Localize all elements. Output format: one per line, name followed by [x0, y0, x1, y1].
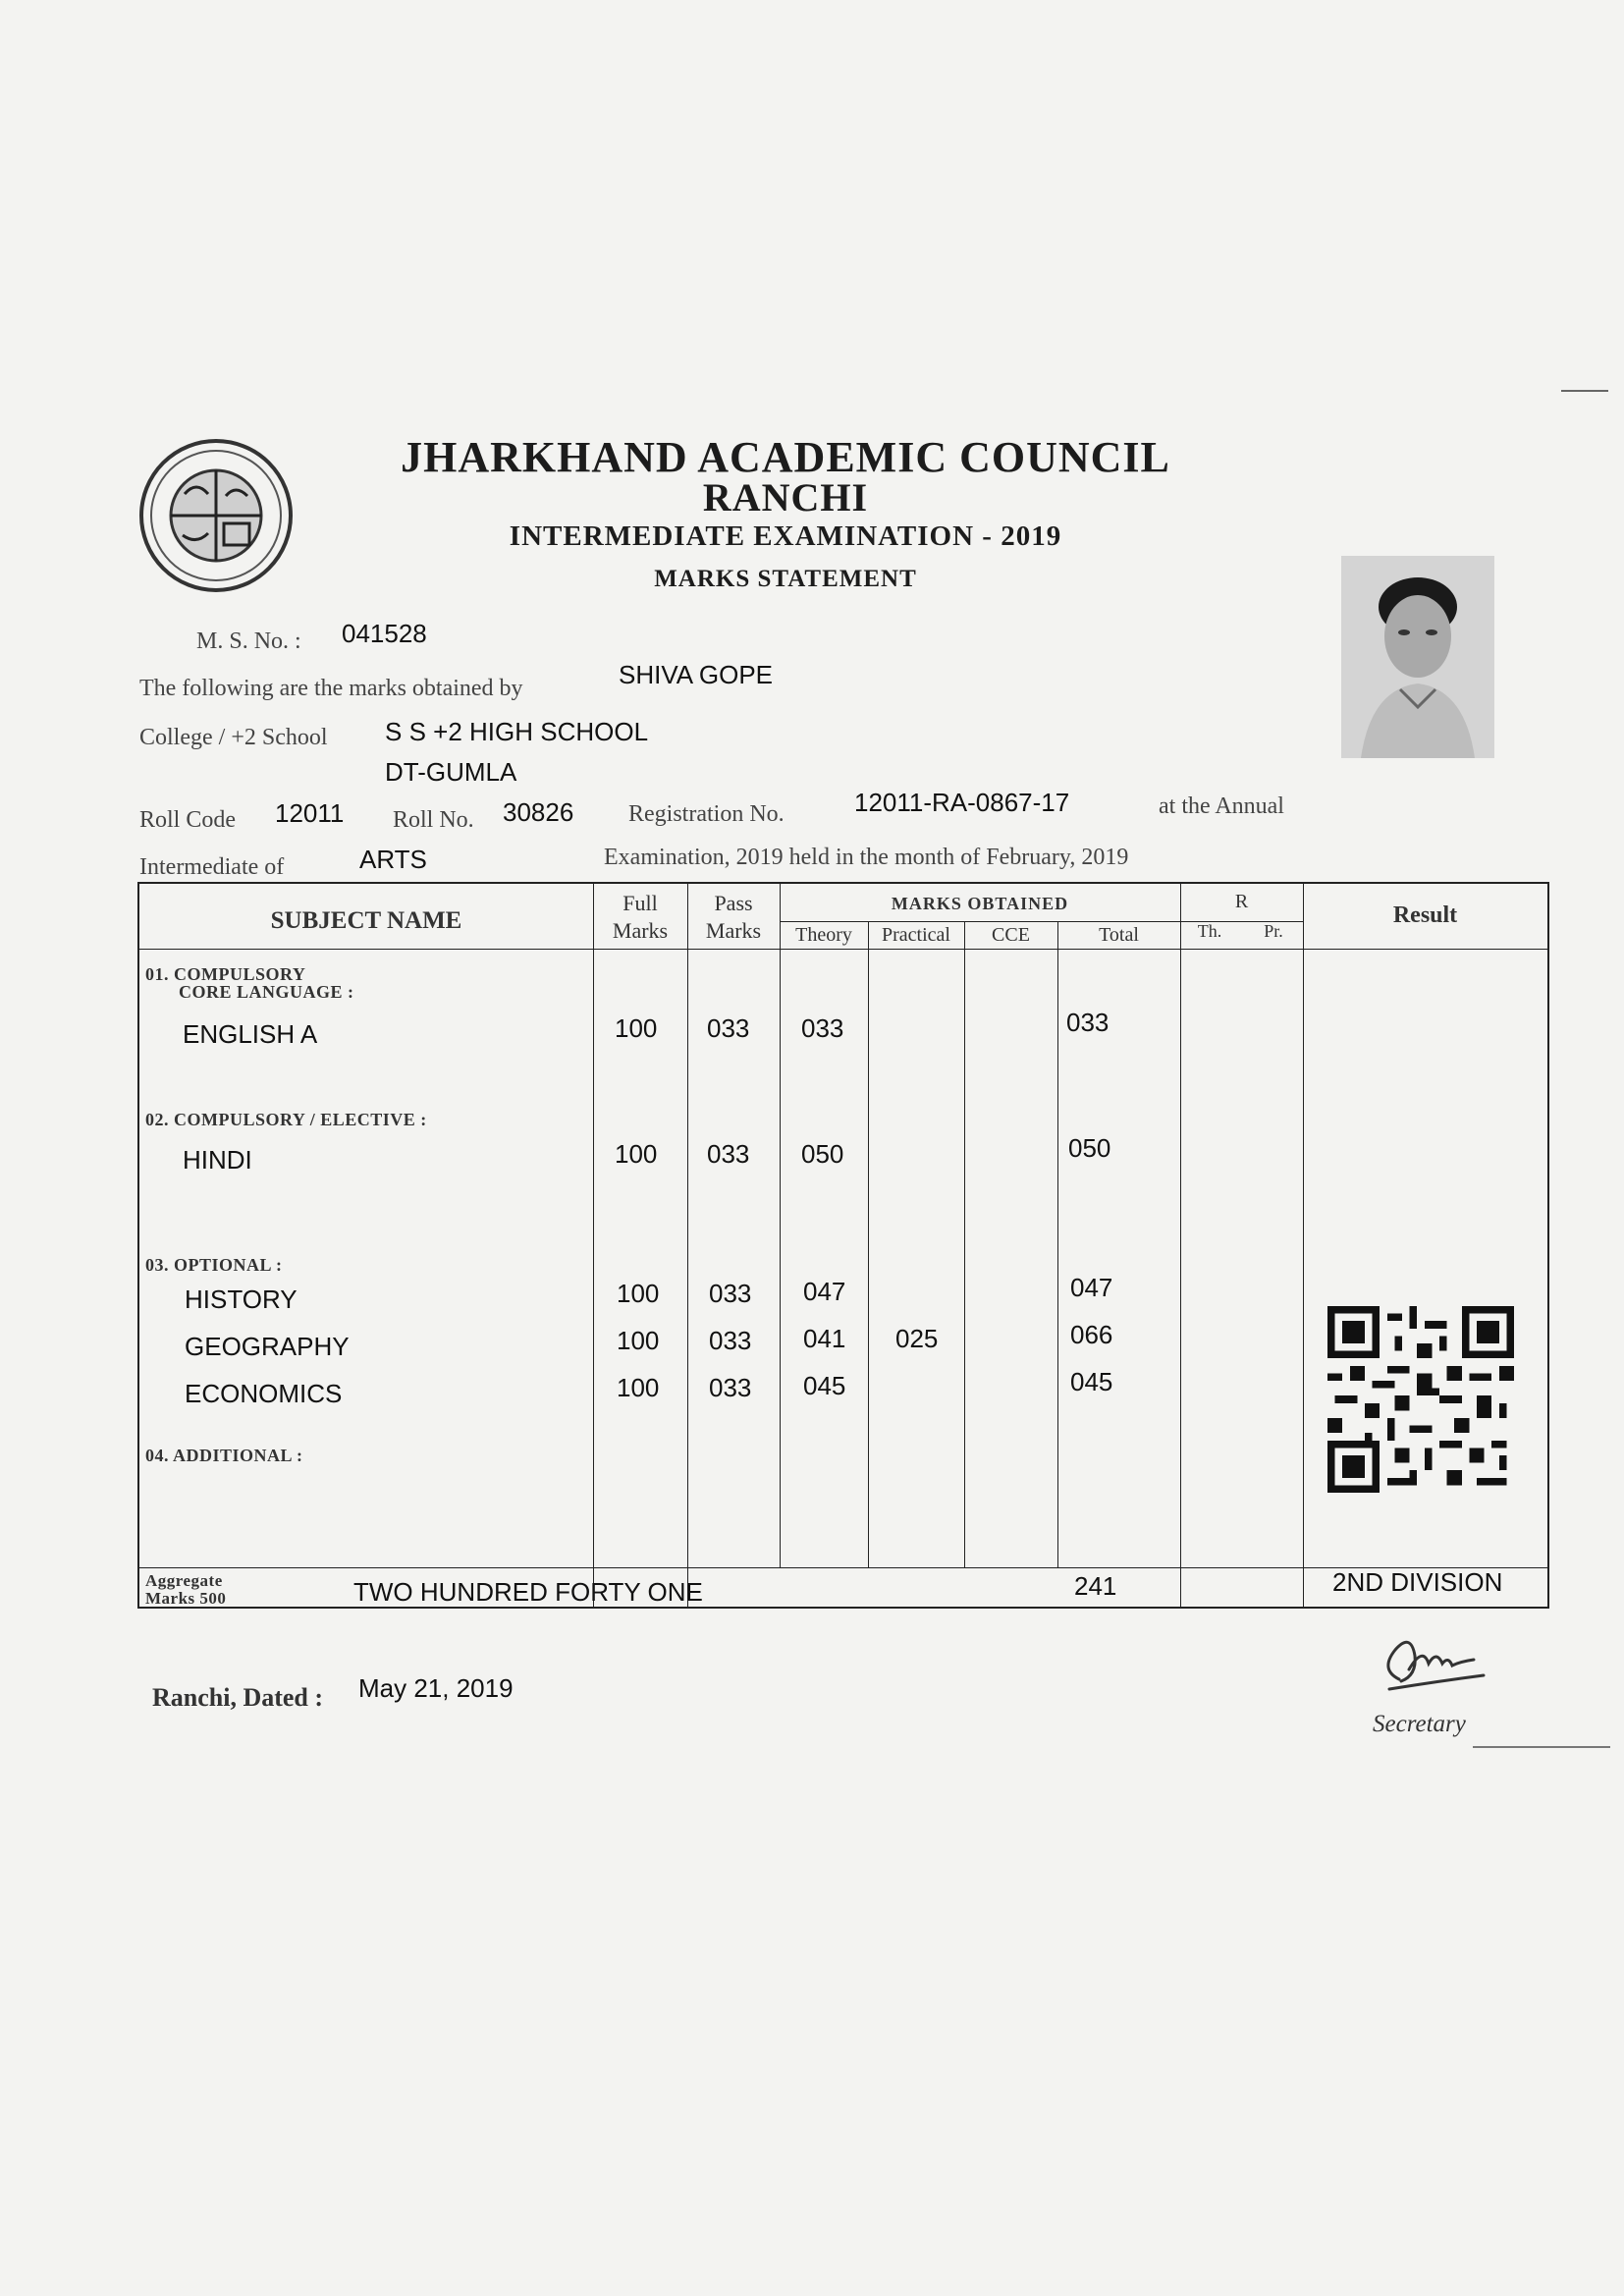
- roll-no-label: Roll No.: [393, 807, 474, 833]
- exam-held-text: Examination, 2019 held in the month of February, 2019: [604, 845, 1129, 870]
- registration-label: Registration No.: [628, 801, 785, 827]
- ms-no-label: M. S. No. :: [196, 629, 301, 654]
- verification-qr-code: [1327, 1306, 1514, 1493]
- practical-marks: 025: [895, 1324, 939, 1353]
- theory-marks: 033: [801, 1013, 844, 1043]
- full-marks: 100: [617, 1279, 660, 1308]
- stream-value: ARTS: [359, 845, 427, 874]
- student-name: SHIVA GOPE: [619, 660, 774, 689]
- obtained-by-label: The following are the marks obtained by: [139, 676, 523, 701]
- aggregate-label: Aggregate: [145, 1571, 223, 1590]
- student-photo: [1341, 556, 1494, 758]
- aggregate-max: Marks 500: [145, 1589, 227, 1608]
- college-label: College / +2 School: [139, 725, 328, 750]
- theory-marks: 050: [801, 1139, 844, 1169]
- subject-name: GEOGRAPHY: [185, 1332, 350, 1361]
- col-r-practical: Pr.: [1264, 921, 1283, 941]
- full-marks: 100: [615, 1013, 658, 1043]
- subject-name: ENGLISH A: [183, 1019, 318, 1049]
- pass-marks: 033: [709, 1373, 752, 1402]
- col-marks-obtained: MARKS OBTAINED: [891, 894, 1069, 913]
- col-subject-name: SUBJECT NAME: [270, 907, 462, 934]
- council-seal-logo: [137, 437, 295, 594]
- total-marks: 033: [1066, 1008, 1110, 1037]
- ms-no-value: 041528: [342, 619, 427, 648]
- col-r-theory: Th.: [1197, 921, 1222, 941]
- registration-number: 12011-RA-0867-17: [854, 788, 1070, 817]
- pass-marks: 033: [709, 1279, 752, 1308]
- document-type: MARKS STATEMENT: [654, 566, 917, 592]
- group-optional: 03. OPTIONAL :: [145, 1255, 283, 1275]
- result-division: 2ND DIVISION: [1332, 1567, 1503, 1597]
- marks-table: [137, 882, 1549, 1609]
- college-name: S S +2 HIGH SCHOOL: [385, 717, 649, 746]
- total-marks: 045: [1070, 1367, 1113, 1396]
- group-compulsory: 01. COMPULSORY: [145, 964, 306, 984]
- issue-date: May 21, 2019: [358, 1673, 514, 1703]
- col-full-line1: Full: [623, 891, 658, 915]
- subject-name: HISTORY: [185, 1285, 298, 1314]
- aggregate-total: 241: [1074, 1571, 1117, 1601]
- dated-label: Ranchi, Dated :: [152, 1683, 324, 1712]
- total-marks: 050: [1068, 1133, 1111, 1163]
- col-pass-line2: Marks: [705, 918, 762, 943]
- pass-marks: 033: [709, 1326, 752, 1355]
- total-marks: 047: [1070, 1273, 1113, 1302]
- col-pass-line1: Pass: [714, 891, 753, 915]
- col-full-line2: Marks: [612, 918, 669, 943]
- col-practical: Practical: [882, 924, 950, 946]
- col-r: R: [1234, 891, 1249, 912]
- roll-code-value: 12011: [275, 798, 345, 828]
- exam-title: INTERMEDIATE EXAMINATION - 2019: [509, 520, 1062, 552]
- stream-label: Intermediate of: [139, 854, 285, 880]
- signatory-title: Secretary: [1373, 1711, 1466, 1737]
- subject-name: ECONOMICS: [185, 1379, 343, 1408]
- council-city: RANCHI: [702, 475, 869, 519]
- aggregate-in-words: TWO HUNDRED FORTY ONE: [353, 1577, 703, 1607]
- council-title: JHARKHAND ACADEMIC COUNCIL: [401, 433, 1170, 481]
- group-additional: 04. ADDITIONAL :: [145, 1446, 303, 1465]
- college-district: DT-GUMLA: [385, 757, 517, 787]
- secretary-signature: [1370, 1620, 1497, 1699]
- pass-marks: 033: [707, 1139, 750, 1169]
- col-theory: Theory: [795, 924, 852, 946]
- group-core-language: CORE LANGUAGE :: [179, 982, 354, 1002]
- col-cce: CCE: [992, 924, 1030, 946]
- col-result: Result: [1392, 902, 1458, 928]
- roll-no-value: 30826: [503, 797, 574, 827]
- theory-marks: 041: [803, 1324, 846, 1353]
- full-marks: 100: [615, 1139, 658, 1169]
- group-compulsory-elective: 02. COMPULSORY / ELECTIVE :: [145, 1110, 427, 1129]
- page-edge-mark: [1561, 390, 1608, 392]
- total-marks: 066: [1070, 1320, 1113, 1349]
- roll-code-label: Roll Code: [139, 807, 237, 833]
- subject-name: HINDI: [183, 1145, 252, 1175]
- pass-marks: 033: [707, 1013, 750, 1043]
- full-marks: 100: [617, 1326, 660, 1355]
- signature-rule: [1473, 1746, 1610, 1748]
- theory-marks: 047: [803, 1277, 846, 1306]
- theory-marks: 045: [803, 1371, 846, 1400]
- full-marks: 100: [617, 1373, 660, 1402]
- annual-label: at the Annual: [1159, 793, 1284, 819]
- col-total: Total: [1099, 924, 1139, 946]
